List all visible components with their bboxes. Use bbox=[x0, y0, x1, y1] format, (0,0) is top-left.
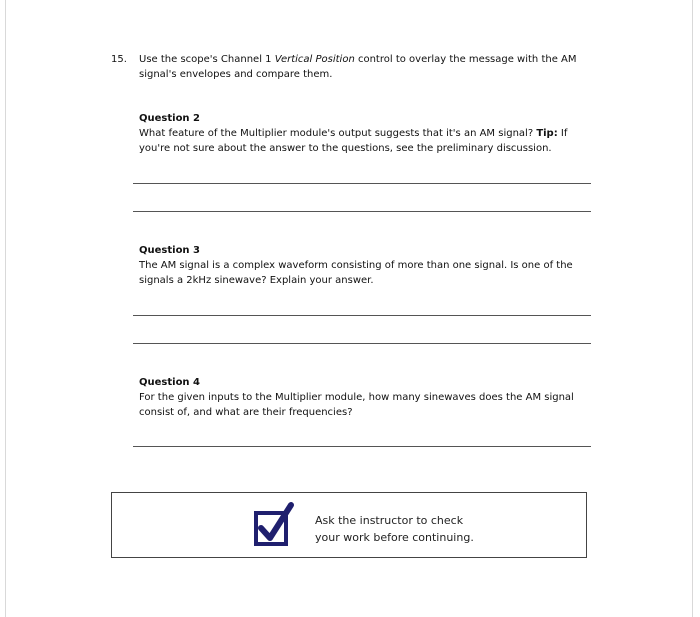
question-body: The AM signal is a complex waveform consisting of more than one signal. Is one of the signals a 2kHz sinewave? Explain your answer. bbox=[139, 260, 573, 286]
question-body-before: What feature of the Multiplier module's output suggests that it's an AM signal? bbox=[139, 128, 537, 139]
question-title: Question 3 bbox=[139, 245, 200, 256]
question-4 bbox=[139, 375, 589, 420]
answer-line[interactable] bbox=[133, 315, 591, 316]
answer-line[interactable] bbox=[133, 446, 591, 447]
question-body-after: If you're not sure about the answer to the questions, see the preliminary discussion. bbox=[139, 128, 568, 154]
question-body bbox=[139, 126, 589, 156]
step-text-italic: Vertical Position bbox=[274, 54, 355, 65]
question-body: For the given inputs to the Multiplier module, how many sinewaves does the AM signal consist of, and what are their frequencies? bbox=[139, 392, 574, 418]
question-title: Question 4 bbox=[139, 377, 200, 388]
question-2 bbox=[139, 111, 589, 156]
instructor-check-line-1: Ask the instructor to check bbox=[315, 514, 464, 527]
step-number: 15. bbox=[111, 54, 127, 65]
question-tip-label: Tip: bbox=[536, 128, 558, 139]
step-instruction bbox=[139, 52, 591, 82]
answer-line[interactable] bbox=[133, 211, 591, 212]
step-text-after: control to overlay the message with the AM signal's envelopes and compare them. bbox=[139, 54, 577, 80]
question-title: Question 2 bbox=[139, 113, 200, 124]
page-edge-left bbox=[5, 0, 6, 617]
instructor-check-line-2: your work before continuing. bbox=[315, 531, 474, 544]
page-edge-right bbox=[692, 0, 693, 617]
answer-line[interactable] bbox=[133, 183, 591, 184]
answer-line[interactable] bbox=[133, 343, 591, 344]
step-text-before: Use the scope's Channel 1 bbox=[139, 54, 275, 65]
instructor-check-box bbox=[111, 492, 587, 558]
checkbox-checked-icon bbox=[253, 502, 295, 548]
question-3 bbox=[139, 243, 589, 288]
instructor-check-text bbox=[315, 512, 515, 546]
